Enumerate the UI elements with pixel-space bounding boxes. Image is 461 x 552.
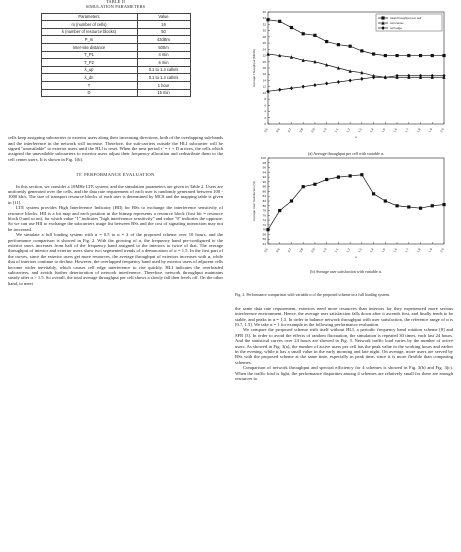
y-tick-label: 76 (262, 213, 266, 218)
data-point (313, 183, 316, 186)
table-row (41, 51, 190, 59)
paragraph: In this section, we consider a 10MHz LTE system, and the simulation parameters are given in Table 2. Users are uniformly generated over the cells, and the data rate requirement of each user is randomly generated between 100 - 1000 kb/s. The size of transport resource blocks of each user is determined by MCS and the mapping table is given in [11]. (8, 183, 223, 205)
data-point (349, 78, 352, 82)
paragraph: We compare the proposed scheme with itself without HLI, a periodic frequency band rotation scheme [8] and SFR [3]. In order to avoid the effects of random fluctuation, the simulation is repeated 30 times, each last 24 hours. And the statistical curves over 24 hours are showed in Fig. 3. Network traffic load varies by the number of active users. As showed in Fig. 3(a), the number of active users per cell has the peak value in the working hours and earlier in the evening, while it has a small value in the early morning and late night. On average, more users are served by BSs with the proposed scheme at the same time, especially in peak time, since it is more flexible than comparing schemes. (235, 327, 453, 365)
x-tick-label: 1.4 (368, 127, 375, 134)
y-tick-label: 78 (262, 208, 266, 213)
y-tick-label: 36 (262, 10, 266, 14)
x-tick-label: 1.1 (333, 247, 340, 254)
x-tick-label: 1.3 (357, 247, 363, 254)
y-tick-label: 96 (262, 165, 266, 170)
data-point (313, 34, 316, 37)
table-cell: 19 (137, 21, 190, 29)
x-tick-label: 1.2 (345, 247, 351, 254)
data-point (384, 199, 387, 202)
table-number: TABLE II (105, 0, 126, 4)
data-point (360, 49, 363, 52)
data-point (337, 80, 340, 84)
data-point (325, 178, 328, 181)
x-tick-label: 0.7 (286, 127, 293, 134)
table-row (41, 43, 190, 51)
x-tick-label: 1.6 (392, 127, 398, 134)
x-axis-label: α (355, 135, 357, 139)
x-tick-label: 0.5 (263, 247, 269, 254)
legend-marker (381, 16, 384, 19)
data-point (278, 209, 281, 212)
y-tick-label: 94 (262, 170, 266, 175)
y-tick-label: 6 (264, 103, 266, 108)
y-tick-label: 14 (262, 78, 266, 83)
y-tick-label: 30 (262, 28, 266, 33)
table-cell: T_P1 (41, 51, 137, 59)
table-title (8, 0, 223, 10)
y-tick-label: 8 (264, 97, 266, 102)
y-tick-label: 74 (262, 218, 266, 223)
y-tick-label: 0 (264, 122, 266, 126)
y-tick-label: 12 (262, 84, 266, 89)
y-tick-label: 86 (262, 189, 266, 194)
y-tick-label: 88 (262, 184, 266, 189)
y-tick-label: 82 (262, 199, 266, 203)
y-tick-label: 28 (262, 34, 266, 39)
table-cell: 43dBm (137, 36, 190, 44)
table-row (41, 59, 190, 67)
y-axis-label: Average User Satisfaction (%) (252, 180, 256, 222)
y-tick-label: 22 (262, 53, 266, 58)
x-tick-label: 2.0 (439, 127, 445, 134)
table-row (41, 66, 190, 74)
x-tick-label: 1.8 (415, 247, 422, 254)
data-point (290, 26, 293, 29)
data-point (419, 207, 422, 210)
data-point (337, 176, 340, 179)
table-cell: 15 min (137, 89, 190, 97)
paragraph: Comparison of network throughput and spectral efficiency for 4 schemes is showed in Fig. 3(b) and Fig. 3(c). When the traffic load is light, the performance disparities among 4 schemes are relatively small for there are enough resources to (235, 365, 453, 382)
table-cell: 0.1 to 1.4 calls/s (137, 66, 190, 74)
data-point (266, 228, 269, 231)
x-tick-label: 1.0 (321, 247, 328, 254)
table-row (41, 36, 190, 44)
x-axis-label: α (355, 255, 357, 259)
y-tick-label: 84 (262, 194, 266, 199)
y-tick-label: 64 (262, 242, 266, 246)
x-tick-label: 1.2 (345, 127, 351, 134)
y-tick-label: 100 (260, 156, 266, 160)
x-tick-label: 1.7 (404, 247, 410, 254)
table-cell: 1 hour (137, 81, 190, 89)
data-point (395, 54, 398, 57)
legend-entry: cell edge (390, 26, 403, 31)
data-point (278, 20, 281, 23)
data-point (372, 192, 375, 195)
chart-a-caption: (a) Average throughput per cell with variable α. (308, 151, 384, 156)
data-point (302, 185, 305, 188)
x-tick-label: 1.0 (321, 127, 328, 134)
y-tick-label: 92 (262, 175, 266, 180)
legend-entry: total throughput per cell (390, 16, 422, 21)
table-header-cell: Value (137, 13, 190, 21)
data-point (407, 205, 410, 208)
x-tick-label: 0.8 (298, 247, 305, 254)
y-tick-label: 20 (262, 59, 266, 64)
y-tick-label: 72 (262, 222, 266, 227)
paragraph: We simulate a full loading system with α = 0.5 to α = 2 of the proposed scheme over 10 hours, and the performance comparison is showed in Fig. 2. With the growing of α, the frequency band pre-configured to the exterior users increases from half of the frequency band assigned to the interiors to twice of that. The average throughput of interior and exterior users show two segmented trends of a demarcation of α = 1.5. In the first part of the curves, since the exterior users get more resources, the average throughput of exteriors increases with α, while that of interiors continue to decline. However, the overlapped frequency band used by exterior users of adjacent cells become wider inevitably, which causes cell edge interference to rise quickly. HLI indicates the overloaded subcarriers, and avoids further deterioration of network interference. Therefore, network throughput maintains steady after α > 1.5. So overall, the total average throughput per cell shows a slowly fall then levels off. On the other hand, to meet (8, 232, 223, 286)
satisfaction-chart (240, 156, 452, 264)
data-point (431, 54, 434, 57)
y-tick-label: 32 (262, 22, 266, 27)
data-point (325, 82, 328, 86)
table-cell: k (number of resource blocks) (41, 28, 137, 36)
x-tick-label: 0.6 (275, 247, 281, 254)
x-tick-label: 1.6 (392, 247, 398, 254)
y-tick-label: 34 (262, 16, 266, 21)
x-tick-label: 1.8 (415, 127, 422, 134)
chart-b-caption: (b) Average user satisfaction with variable α. (310, 269, 382, 274)
y-tick-label: 10 (262, 90, 266, 95)
x-tick-label: 1.7 (404, 127, 410, 134)
chart-a-container (240, 6, 452, 158)
data-point (442, 203, 445, 206)
table-row (41, 21, 190, 29)
y-tick-label: 2 (264, 115, 266, 120)
table-row (41, 81, 190, 89)
right-column (235, 293, 453, 381)
x-tick-label: 1.9 (427, 247, 434, 254)
y-tick-label: 80 (262, 203, 266, 208)
data-point (266, 18, 269, 21)
data-point (290, 86, 293, 90)
table-cell: λ_dn (41, 74, 137, 82)
y-axis-label: Average Throughput (Mbit/s) (252, 48, 256, 88)
table-row (41, 28, 190, 36)
data-point (349, 45, 352, 48)
table-name: SIMULATION PARAMETERS (85, 3, 146, 9)
table-cell: 0.1 to 1.4 calls/s (137, 74, 190, 82)
plot-frame (268, 158, 444, 244)
y-tick-label: 98 (262, 160, 266, 165)
data-point (360, 173, 363, 176)
table-cell: 50 (137, 28, 190, 36)
throughput-chart (240, 6, 452, 146)
paragraph: the same data rate requirement, exteriors need more resources than interiors for they experienced more serious interference environment. Hence, the average user satisfaction falls down after it ascends first, and finally tends to be stable, and peaks in α = 1.3. In order to balance network throughput with user satisfaction, the reference range of α is [0.7, 1.5]. We take α = 1 for example in the following performance evaluation. (235, 305, 453, 328)
table-cell: λ_up (41, 66, 137, 74)
table-row (41, 89, 190, 97)
series-line (268, 76, 444, 92)
table-header-cell: Parameters (41, 13, 137, 21)
data-point (395, 204, 398, 207)
data-point (360, 77, 363, 81)
y-tick-label: 18 (262, 66, 266, 70)
table-cell: T (41, 81, 137, 89)
series-line (268, 54, 444, 77)
x-tick-label: 1.5 (380, 127, 387, 134)
y-tick-label: 70 (262, 227, 266, 232)
paragraph: cells keep assigning subcarriers to exterior users along their increasing directions, both of the overlapping sub-bands and the interference in the network will increase. Therefore, the sub-carriers outside the HLI subcarrier will be signed "unavailable" to exterior users until the HLI is reset. When the next period τ' = τ + D arrives, the cells which assigned the unavailable subcarriers to exterior users adjust their frequency allocation and redistribute them to the cell center users. It is shown in Fig. 1(b). (8, 135, 223, 162)
x-tick-label: 1.9 (427, 127, 434, 134)
data-point (302, 32, 305, 35)
x-tick-label: 1.3 (357, 127, 363, 134)
series-line (268, 175, 444, 230)
y-tick-label: 66 (262, 237, 266, 242)
table-cell: m (number of cells) (41, 21, 137, 29)
figure-caption: Fig. 2. Performance comparison with variable α of the proposed scheme in a full loading system. (235, 292, 390, 297)
legend-entry: cell center (390, 21, 404, 26)
x-tick-label: 0.8 (298, 127, 305, 134)
data-point (313, 83, 316, 87)
table-cell: 500m (137, 43, 190, 51)
y-tick-label: 4 (264, 109, 266, 114)
y-tick-label: 90 (262, 179, 266, 184)
y-tick-label: 16 (262, 72, 266, 77)
table-cell: 4 min (137, 51, 190, 59)
data-point (431, 204, 434, 207)
section-title: IV. PERFORMANCE EVALUATION (76, 172, 155, 178)
x-tick-label: 0.6 (275, 127, 281, 134)
data-point (278, 88, 281, 92)
chart-b-container (240, 156, 452, 296)
table-cell: 6 min (137, 59, 190, 67)
table-cell: Inter-site distance (41, 43, 137, 51)
table-cell: T_P2 (41, 59, 137, 67)
data-point (372, 52, 375, 55)
simulation-parameters-table (41, 13, 191, 98)
y-tick-label: 68 (262, 232, 266, 237)
data-point (349, 174, 352, 177)
x-tick-label: 1.1 (333, 127, 340, 134)
table-row (41, 74, 190, 82)
data-point (290, 199, 293, 202)
data-point (337, 43, 340, 46)
x-tick-label: 0.9 (310, 247, 316, 254)
x-tick-label: 0.9 (310, 127, 316, 134)
x-tick-label: 2.0 (439, 247, 445, 254)
left-column (8, 0, 223, 286)
table-cell: P_m (41, 36, 137, 44)
data-point (302, 85, 305, 89)
table-cell: D (41, 89, 137, 97)
x-tick-label: 0.5 (263, 127, 269, 134)
y-tick-label: 24 (262, 47, 266, 52)
x-tick-label: 1.4 (368, 247, 375, 254)
data-point (407, 54, 410, 57)
table-header-row (41, 13, 190, 21)
x-tick-label: 1.5 (380, 247, 387, 254)
x-tick-label: 0.7 (286, 247, 293, 254)
paragraph: LTE system provides High Interference Indicator (HII) for BSs to exchange the interference sensitivity of resource blocks. HII is a bit map and each position in the bitmap represents a resource block (first bit = resource block 0 and so on), for which value "1" indicates "high interference sensitivity" and value "0" indicates the opposite. So we can use HII to exchange the subcarriers usage list between BSs and the cost of signaling interaction may not be increased. (8, 205, 223, 232)
data-point (419, 54, 422, 57)
data-point (384, 54, 387, 57)
y-tick-label: 26 (262, 41, 266, 46)
data-point (325, 40, 328, 43)
data-point (442, 54, 445, 57)
